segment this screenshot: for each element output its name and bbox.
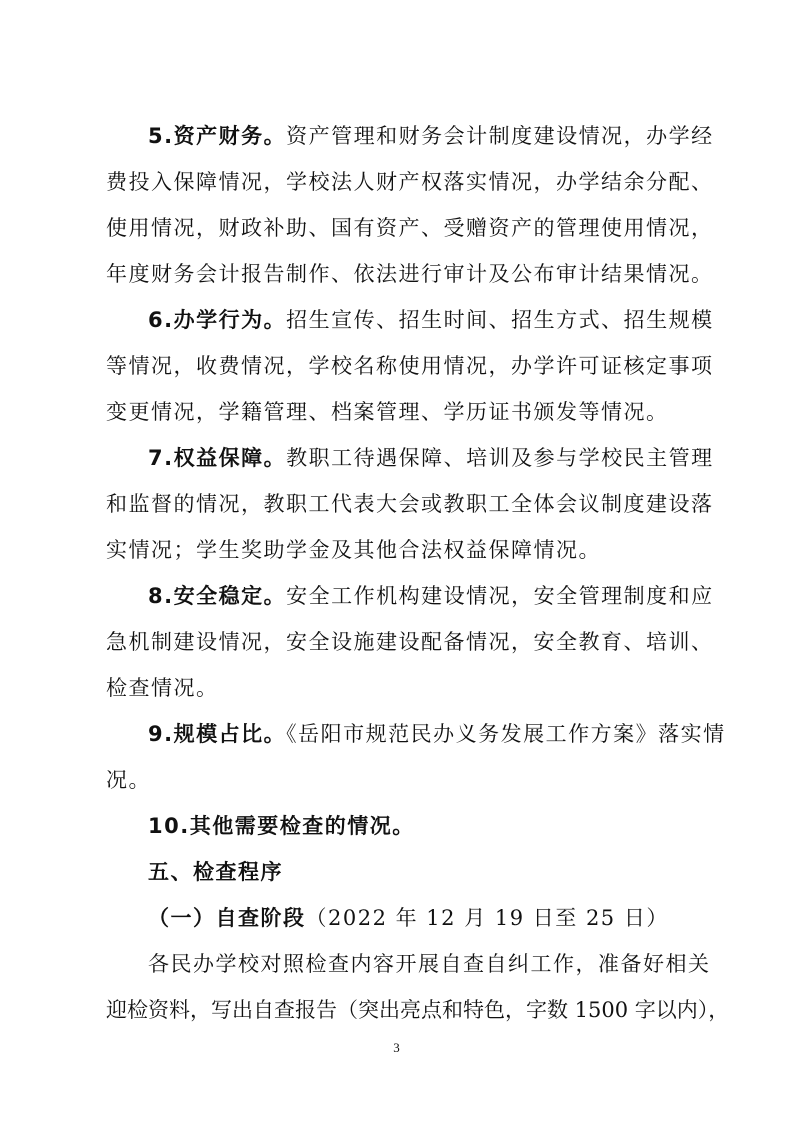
paragraph-8-heading: 8.安全稳定。	[148, 584, 287, 608]
paragraph-9-line-1	[148, 719, 726, 749]
paragraph-9-heading: 9.规模占比。	[148, 722, 287, 746]
self-check-line-1: 各民办学校对照检查内容开展自查自纠工作，准备好相关	[148, 952, 711, 976]
paragraph-5-text: 资产管理和财务会计制度建设情况，办学经	[286, 124, 714, 148]
paragraph-5-line-1	[148, 121, 714, 151]
paragraph-7-text: 教职工待遇保障、培训及参与学校民主管理	[286, 446, 714, 470]
stage-1-line	[148, 903, 686, 933]
paragraph-5-line-2: 费投入保障情况，学校法人财产权落实情况，办学结余分配、	[106, 170, 714, 194]
paragraph-7-line-1	[148, 443, 714, 473]
page-number: 3	[393, 1040, 400, 1055]
paragraph-6-line-3: 变更情况，学籍管理、档案管理、学历证书颁发等情况。	[106, 400, 669, 424]
paragraph-6-line-1	[148, 305, 714, 335]
paragraph-5-line-4: 年度财务会计报告制作、依法进行审计及公布审计结果情况。	[106, 262, 714, 286]
stage-1-note: （2022 年 12 月 19 日至 25 日）	[305, 906, 669, 930]
paragraph-6-heading: 6.办学行为。	[148, 308, 287, 332]
stage-1-heading: （一）自查阶段	[148, 905, 306, 930]
paragraph-8-line-2: 急机制建设情况，安全设施建设配备情况，安全教育、培训、	[106, 630, 714, 654]
paragraph-8-text: 安全工作机构建设情况，安全管理制度和应	[286, 584, 714, 608]
paragraph-6-line-2: 等情况，收费情况，学校名称使用情况，办学许可证核定事项	[106, 354, 714, 378]
section-5-heading: 五、检查程序	[148, 860, 283, 884]
paragraph-10-heading: 10.其他需要检查的情况。	[148, 814, 415, 838]
paragraph-6-text: 招生宣传、招生时间、招生方式、招生规模	[286, 308, 714, 332]
paragraph-8-line-1	[148, 581, 714, 611]
paragraph-7-heading: 7.权益保障。	[148, 446, 287, 470]
paragraph-9-line-2: 况。	[106, 768, 151, 792]
paragraph-8-line-3: 检查情况。	[106, 676, 219, 700]
paragraph-5-heading: 5.资产财务。	[148, 124, 287, 148]
paragraph-5-line-3: 使用情况，财政补助、国有资产、受赠资产的管理使用情况，	[106, 216, 714, 240]
paragraph-9-text: 《岳阳市规范民办义务发展工作方案》落实情	[286, 722, 726, 746]
paragraph-10-line	[148, 811, 686, 841]
paragraph-7-line-3: 实情况；学生奖助学金及其他合法权益保障情况。	[106, 538, 601, 562]
self-check-line-2: 迎检资料，写出自查报告（突出亮点和特色，字数 1500 字以内），	[106, 998, 730, 1022]
paragraph-7-line-2: 和监督的情况，教职工代表大会或教职工全体会议制度建设落	[106, 492, 714, 516]
